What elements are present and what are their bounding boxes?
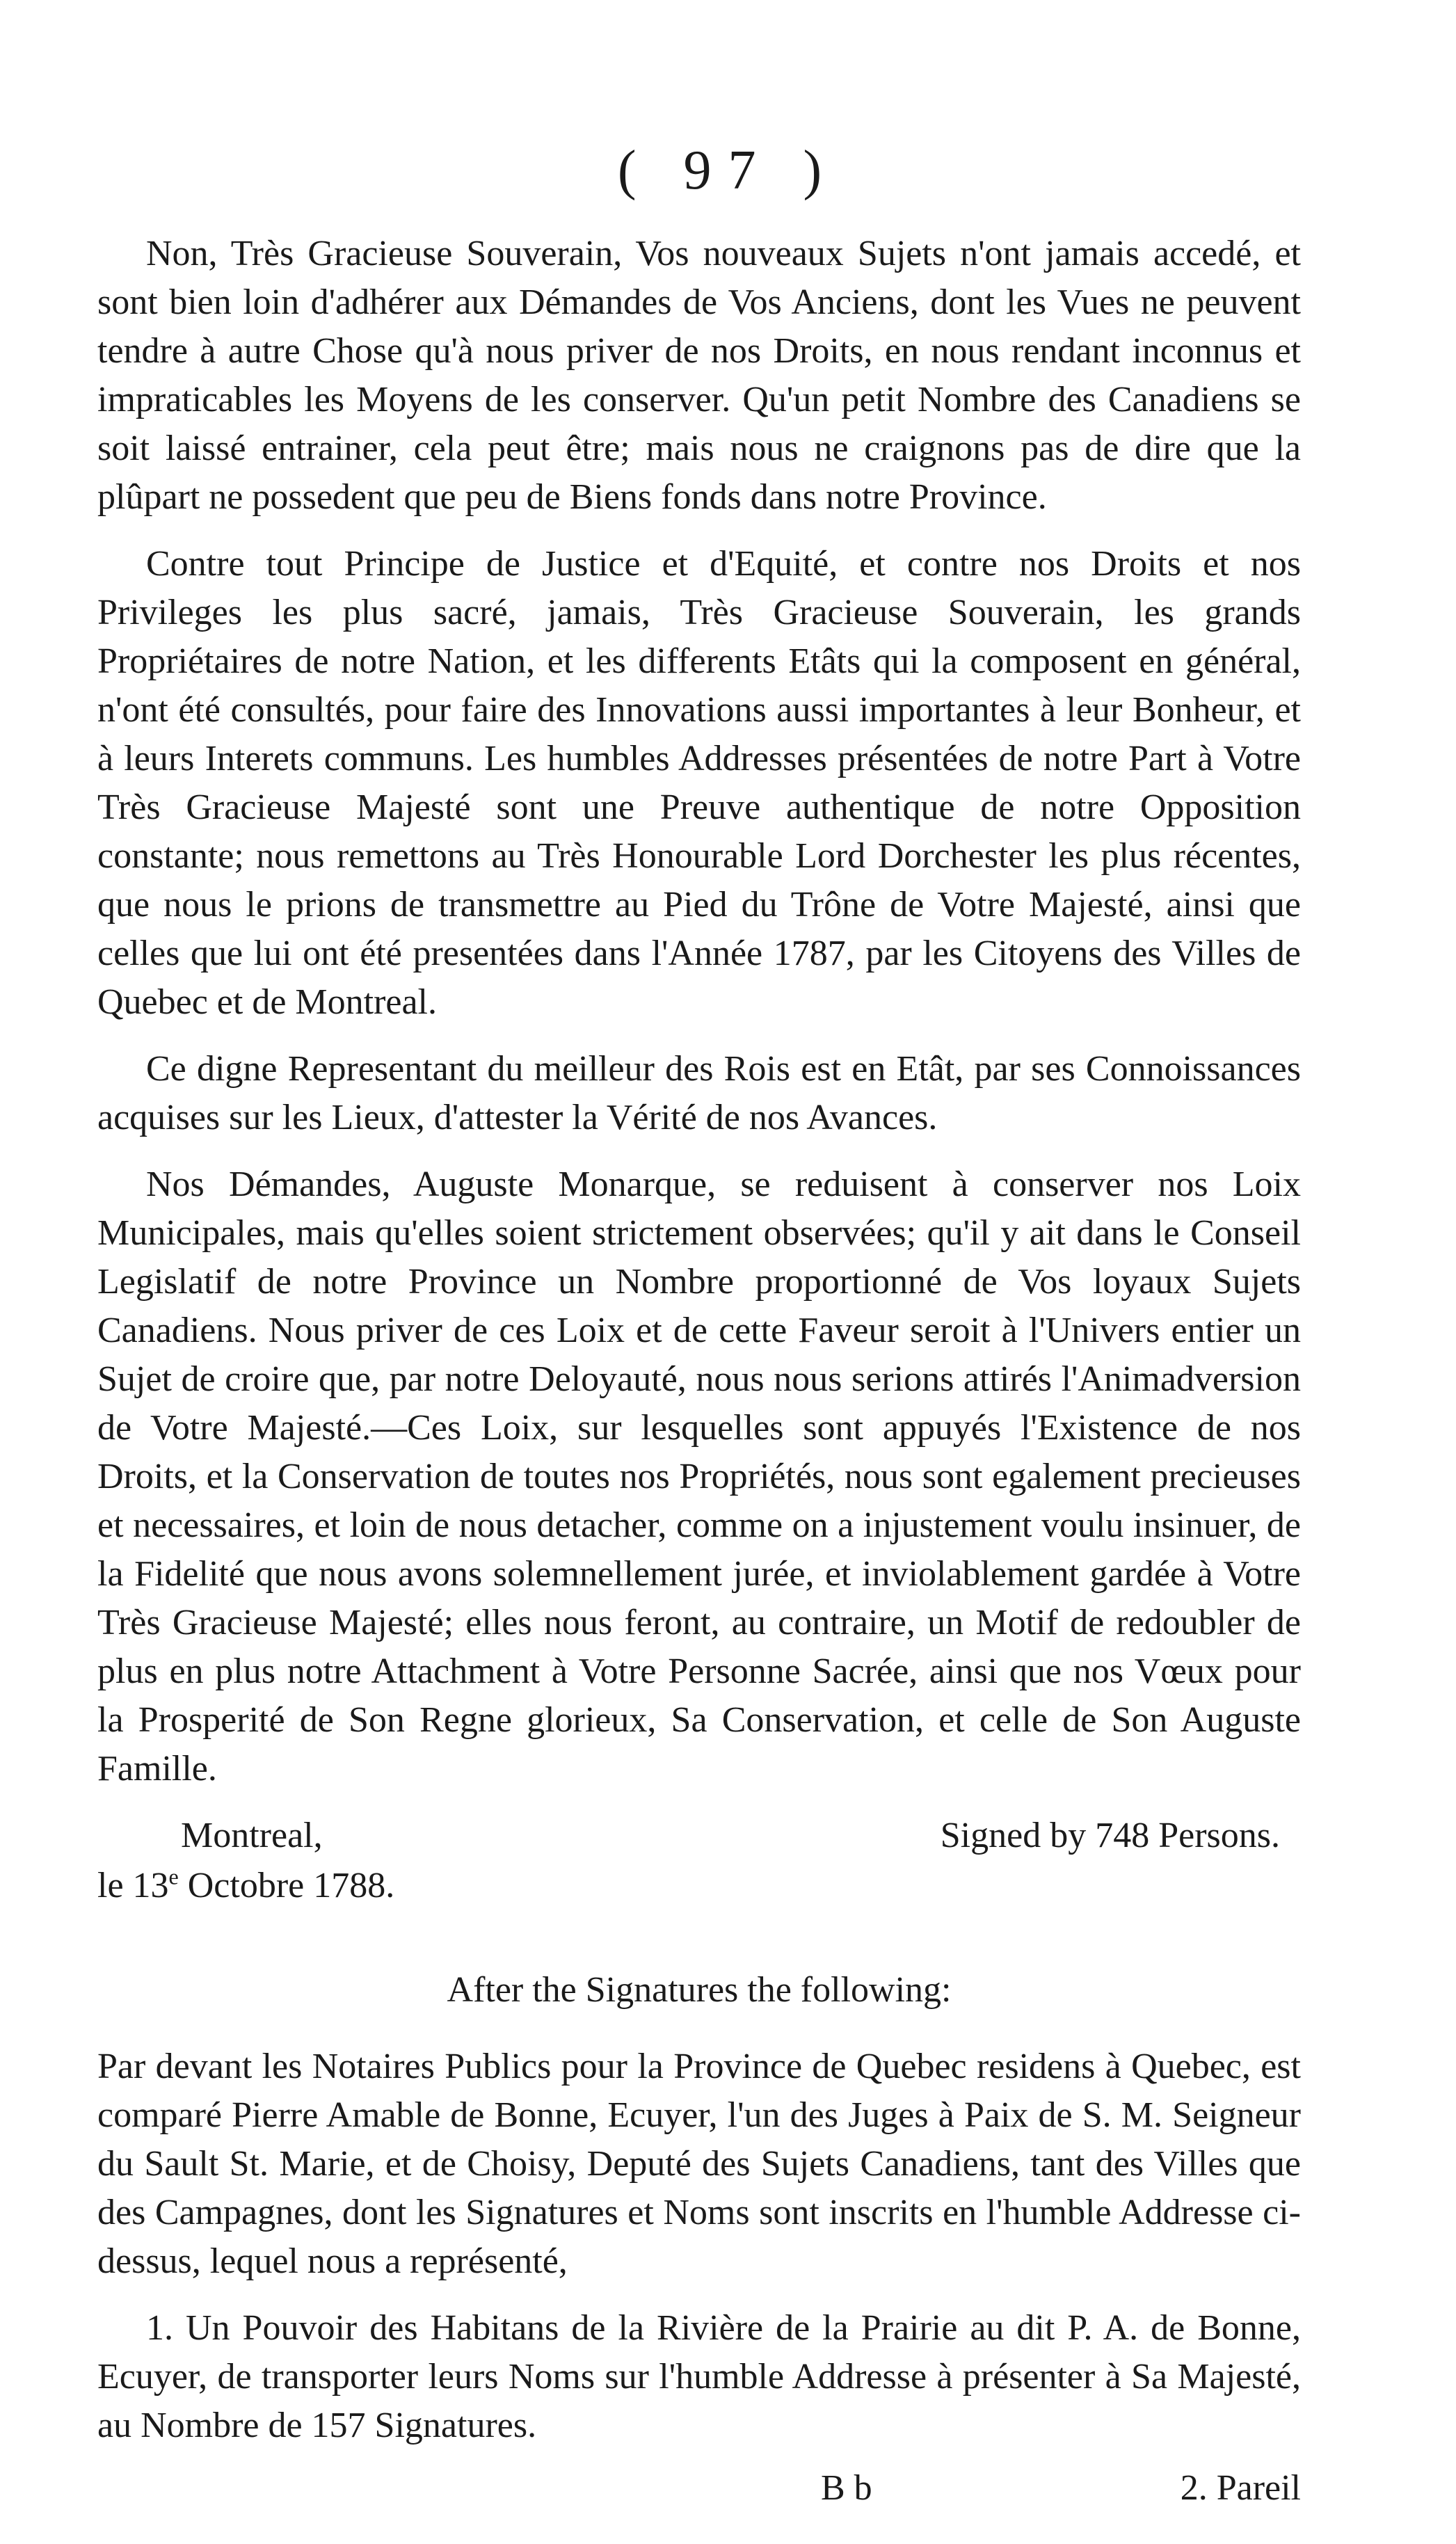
paragraph-2: Contre tout Principe de Justice et d'Equité, et contre nos Droits et nos Privileges les plus sacré, jamais, Très Gracieuse Souverain, les grands Propriétaires de notre Nation, et les differents Etâts qui la composent en général, n'ont été consultés, pour faire des Innovations aussi importantes à leur Bonheur, et à leurs Interets communs. Les humbles Addresses présentées de notre Part à Votre Très Gracieuse Majesté sont une Preuve authentique de notre Opposition constante; nous remettons au Très Honourable Lord Dorchester les plus récentes, que nous le prions de transmettre au Pied du Trône de Votre Majesté, ainsi que celles que lui ont été presentées dans l'Année 1787, par les Citoyens des Villes de Quebec et de Montreal. — [97, 544, 1301, 1022]
page-footer — [97, 2464, 1301, 2514]
section-heading: After the Signatures the following: — [447, 1970, 952, 2010]
signature-mark: B b — [821, 2468, 872, 2508]
notary-paragraph: Par devant les Notaires Publics pour la Province de Quebec residens à Quebec, est comparé Pierre Amable de Bonne, Ecuyer, l'un des Juges à Paix de S. M. Seigneur du Sault St. Marie, et de Choisy, Deputé des Sujets Canadiens, tant des Villes que des Campagnes, dont les Signatures et Noms sont inscrits en l'humble Addresse ci-dessus, lequel nous a représenté, — [97, 2047, 1301, 2281]
page-body — [97, 230, 1301, 2514]
catchword: 2. Pareil — [1180, 2468, 1301, 2508]
date-superscript: e — [168, 1864, 179, 1889]
date-prefix: le 13 — [97, 1866, 169, 1905]
paragraph-1: Non, Très Gracieuse Souverain, Vos nouveaux Sujets n'ont jamais accedé, et sont bien loin d'adhérer aux Démandes de Vos Anciens, dont les Vues ne peuvent tendre à autre Chose qu'à nous priver de nos Droits, en nous rendant inconnus et impraticables les Moyens de les conserver. Qu'un petit Nombre des Canadiens se soit laissé entrainer, cela peut être; mais nous ne craignons pas de dire que la plûpart ne possedent que peu de Biens fonds dans notre Province. — [97, 234, 1301, 517]
signed-by-count: Signed by 748 Persons. — [940, 1816, 1280, 1855]
paragraph-3: Ce digne Representant du meilleur des Rois est en Etât, par ses Connoissances acquises sur les Lieux, d'attester la Vérité de nos Avances. — [97, 1049, 1301, 1137]
paragraph-4: Nos Démandes, Auguste Monarque, se reduisent à conserver nos Loix Municipales, mais qu'elles soient strictement observées; qu'il y ait dans le Conseil Legislatif de notre Province un Nombre proportionné de Vos loyaux Sujets Canadiens. Nous priver de ces Loix et de cette Faveur seroit à l'Univers entier un Sujet de croire que, par notre Deloyauté, nous nous serions attirés l'Animadversion de Votre Majesté.—Ces Loix, sur lesquelles sont appuyés l'Existence de nos Droits, et la Conservation de toutes nos Propriétés, nous sont egalement precieuses et necessaires, et loin de nous detacher, comme on a injustement voulu insinuer, de la Fidelité que nous avons solemnellement jurée, et inviolablement gardée à Votre Très Gracieuse Majesté; elles nous feront, au contraire, un Motif de redoubler de plus en plus notre Attachment à Votre Personne Sacrée, ainsi que nos Vœux pour la Prosperité de Son Regne glorieux, Sa Conservation, et celle de Son Auguste Famille. — [97, 1165, 1301, 1789]
list-item: 1. Un Pouvoir des Habitans de la Rivière de la Prairie au dit P. A. de Bonne, Ecuyer, de transporter leurs Noms sur l'humble Addresse à présenter à Sa Majesté, au Nombre de 157 Signatures. — [97, 2308, 1301, 2445]
signature-place: Montreal, — [181, 1816, 323, 1855]
signature-row — [97, 1811, 1301, 1862]
signature-date — [97, 1862, 1301, 1910]
date-rest: Octobre 1788. — [178, 1866, 395, 1905]
page-number: ( 97 ) — [617, 140, 839, 201]
